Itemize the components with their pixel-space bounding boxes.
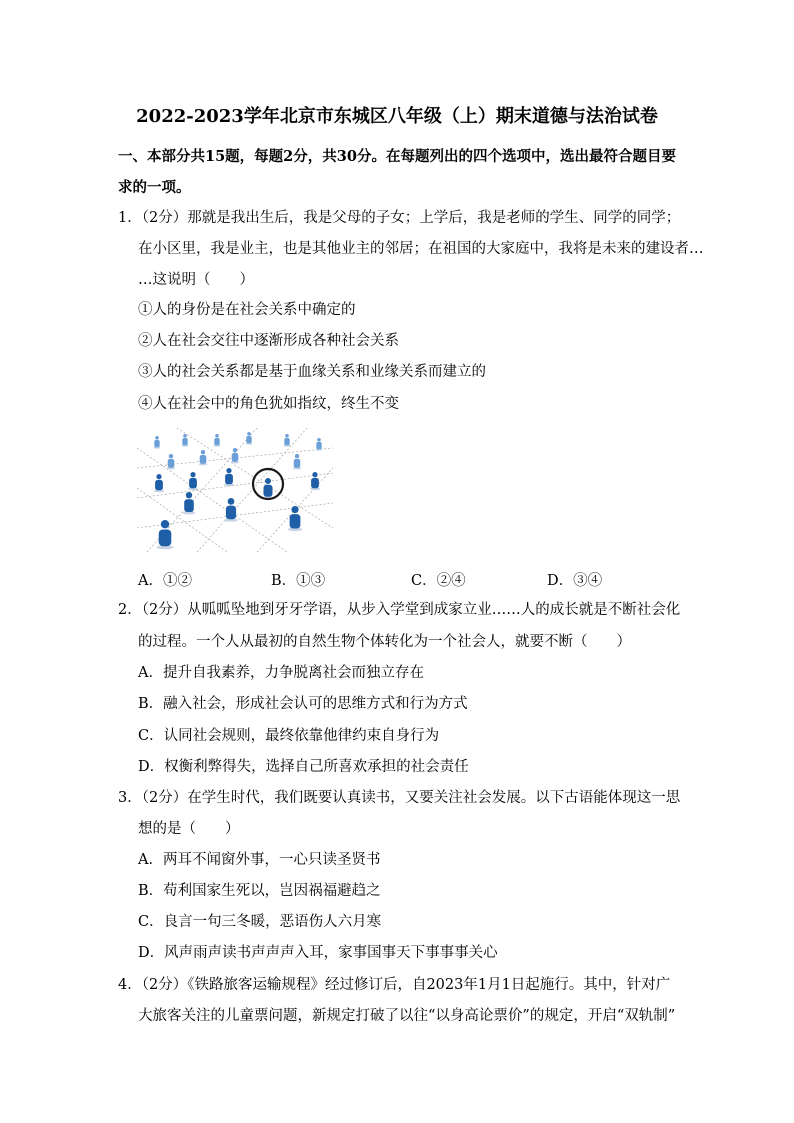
question-1-stem-line3: …这说明（ ）	[138, 272, 254, 288]
question-3-option-c[interactable]: C．良言一句三冬暖，恶语伤人六月寒	[138, 914, 382, 930]
question-3-stem-line1: 3．（2分）在学生时代，我们既要认真读书，又要关注社会发展。以下古语能体现这一思	[118, 790, 681, 806]
page-title: 2022-2023学年北京市东城区八年级（上）期末道德与法治试卷	[136, 106, 658, 127]
option-b[interactable]: B．①③	[271, 573, 326, 589]
question-1-stem-line2: 在小区里，我是业主，也是其他业主的邻居；在祖国的大家庭中，我将是未来的建设者…	[138, 241, 704, 257]
section-instructions-line1: 一、本部分共15题，每题2分，共30分。在每题列出的四个选项中，选出最符合题目要	[118, 148, 676, 165]
question-2-option-c[interactable]: C．认同社会规则，最终依靠他律约束自身行为	[138, 728, 440, 744]
question-4-stem-line1: 4．（2分）《铁路旅客运输规程》经过修订后，自2023年1月1日起施行。其中，针对广	[118, 977, 671, 993]
question-2-option-a[interactable]: A．提升自我素养，力争脱离社会而独立存在	[138, 665, 424, 681]
question-1-statement-1: ①人的身份是在社会关系中确定的	[138, 302, 356, 318]
question-2-stem-line2: 的过程。一个人从最初的自然生物个体转化为一个社会人，就要不断（ ）	[138, 634, 631, 650]
question-2-option-b[interactable]: B．融入社会，形成社会认可的思维方式和行为方式	[138, 696, 468, 712]
social-network-illustration	[137, 428, 333, 552]
question-1-stem-line1: 1．（2分）那就是我出生后，我是父母的子女；上学后，我是老师的学生、同学的同学；	[118, 210, 681, 226]
question-1-options	[138, 569, 658, 589]
question-3-option-b[interactable]: B．苟利国家生死以，岂因祸福避趋之	[138, 883, 381, 899]
question-1-statement-3: ③人的社会关系都是基于血缘关系和业缘关系而建立的	[138, 364, 486, 380]
question-2-option-d[interactable]: D．权衡利弊得失，选择自己所喜欢承担的社会责任	[138, 759, 469, 775]
section-instructions-line2: 求的一项。	[118, 179, 191, 196]
question-3-stem-line2: 想的是（ ）	[138, 821, 240, 837]
option-d[interactable]: D．③④	[547, 573, 603, 589]
question-3-option-d[interactable]: D．风声雨声读书声声声入耳，家事国事天下事事事关心	[138, 945, 498, 961]
question-1-statement-2: ②人在社会交往中逐渐形成各种社会关系	[138, 333, 399, 349]
option-a[interactable]: A．①②	[138, 573, 192, 589]
question-4-stem-line2: 大旅客关注的儿童票问题，新规定打破了以往“以身高论票价”的规定，开启“双轨制”	[138, 1008, 676, 1024]
question-1-statement-4: ④人在社会中的角色犹如指纹，终生不变	[138, 396, 399, 412]
question-3-option-a[interactable]: A．两耳不闻窗外事，一心只读圣贤书	[138, 852, 381, 868]
question-2-stem-line1: 2．（2分）从呱呱坠地到牙牙学语，从步入学堂到成家立业……人的成长就是不断社会化	[118, 602, 681, 618]
option-c[interactable]: C．②④	[411, 573, 466, 589]
